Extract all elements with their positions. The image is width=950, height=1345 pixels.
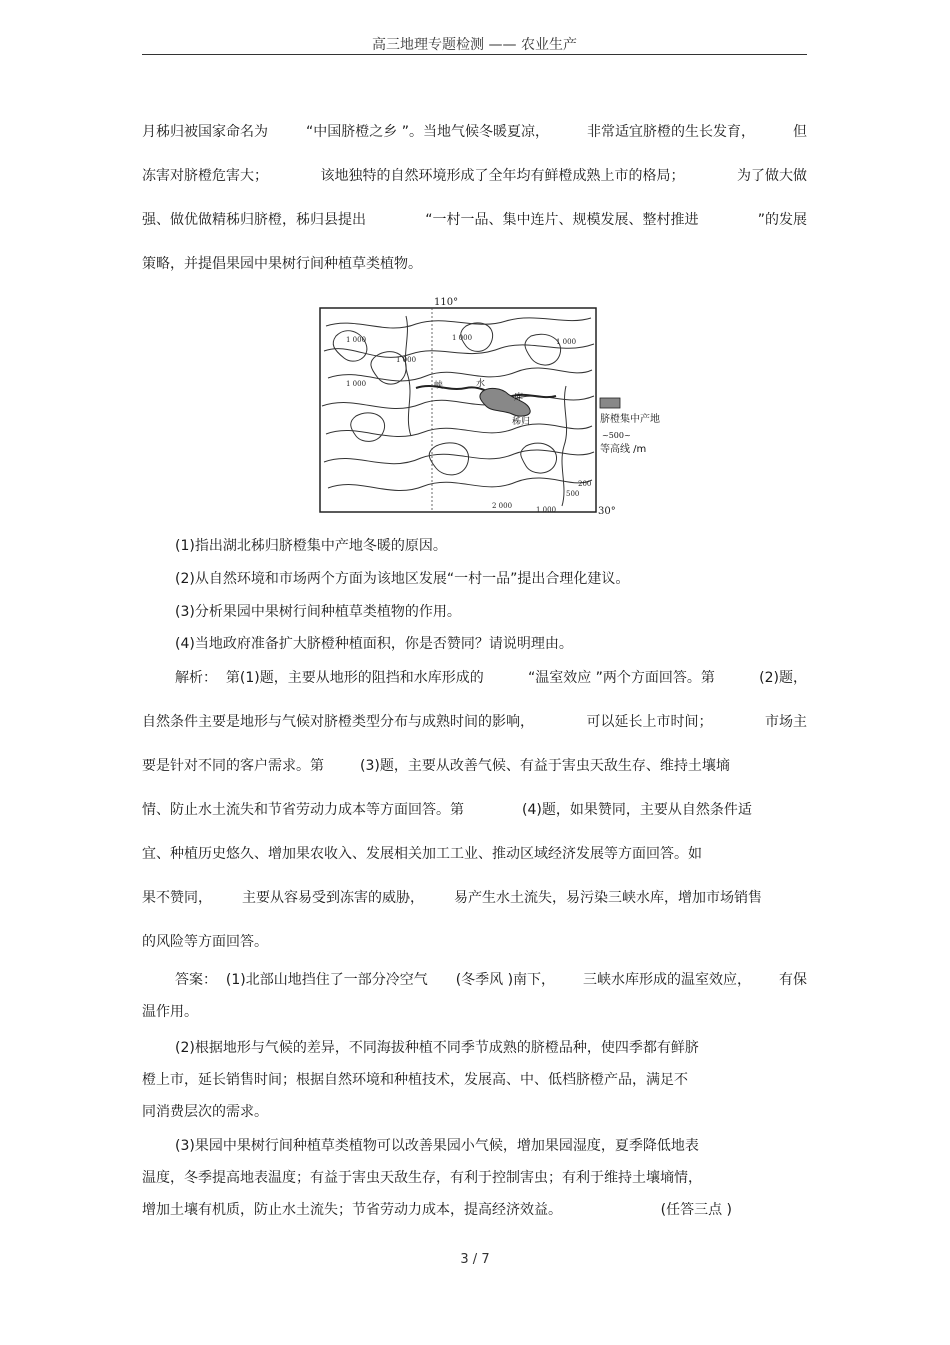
- svg-text:1 000: 1 000: [452, 334, 473, 342]
- svg-text:1 000: 1 000: [536, 506, 557, 514]
- legend-contour-label: 等高线 /m: [600, 444, 647, 455]
- analysis-line-5: 宜、种植历史悠久、增加果农收入、发展相关加工工业、推动区域经济发展等方面回答。如: [142, 846, 702, 862]
- answer-3-line-3: 增加土壤有机质，防止水土流失；节省劳动力成本，提高经济效益。 (任答三点 ): [142, 1202, 732, 1218]
- svg-text:秭归: 秭归: [512, 417, 531, 427]
- svg-text:500: 500: [566, 490, 580, 498]
- answer-1-line-1: 答案： (1)北部山地挡住了一部分冷空气 (冬季风 )南下， 三峡水库形成的温室效应， 有保: [175, 972, 807, 988]
- intro-line-2: 冻害对脐橙危害大； 该地独特的自然环境形成了全年均有鲜橙成熟上市的格局； 为了做大做: [142, 168, 807, 184]
- latitude-label: 30°: [598, 506, 616, 517]
- svg-text:1 000: 1 000: [396, 356, 417, 364]
- question-1: (1)指出湖北秭归脐橙集中产地冬暖的原因。: [175, 538, 447, 554]
- analysis-line-6: 果不赞同， 主要从容易受到冻害的威胁， 易产生水土流失，易污染三峡水库，增加市场销售: [142, 890, 762, 906]
- analysis-line-3: 要是针对不同的客户需求。第 (3)题，主要从改善气候、有益于害虫天敌生存、维持土壤墒: [142, 758, 730, 774]
- answer-3-line-2: 温度，冬季提高地表温度；有益于害虫天敌生存，有利于控制害虫；有利于维持土壤墒情，: [142, 1170, 702, 1186]
- svg-text:1 000: 1 000: [346, 336, 367, 344]
- svg-text:水: 水: [476, 379, 486, 389]
- question-3: (3)分析果园中果树行间种植草类植物的作用。: [175, 604, 461, 620]
- answer-3-line-1: (3)果园中果树行间种植草类植物可以改善果园小气候，增加果园湿度，夏季降低地表: [175, 1138, 699, 1154]
- svg-text:1 000: 1 000: [346, 380, 367, 388]
- intro-line-4: 策略，并提倡果园中果树行间种植草类植物。: [142, 256, 422, 272]
- question-4: (4)当地政府准备扩大脐橙种植面积，你是否赞同？请说明理由。: [175, 636, 573, 652]
- svg-text:库: 库: [514, 393, 524, 403]
- legend-contour-sample: ~500~: [602, 431, 631, 440]
- topographic-map: [316, 296, 666, 520]
- legend-swatch: [600, 398, 620, 408]
- svg-text:200: 200: [578, 480, 592, 488]
- answer-2-line-2: 橙上市，延长销售时间；根据自然环境和种植技术，发展高、中、低档脐橙产品，满足不: [142, 1072, 688, 1088]
- question-2: (2)从自然环境和市场两个方面为该地区发展“一村一品”提出合理化建议。: [175, 571, 630, 587]
- svg-text:2 000: 2 000: [492, 502, 513, 510]
- intro-line-1: 月秭归被国家命名为 “中国脐橙之乡 ”。当地气候冬暖夏凉， 非常适宜脐橙的生长发育， 但: [142, 124, 807, 140]
- legend-area-label: 脐橙集中产地: [600, 414, 660, 425]
- answer-2-line-3: 同消费层次的需求。: [142, 1104, 268, 1120]
- svg-text:峡: 峡: [434, 381, 444, 391]
- longitude-label: 110°: [434, 297, 459, 308]
- analysis-line-1: 解析： 第(1)题，主要从地形的阻挡和水库形成的 “温室效应 ”两个方面回答。第 (2)题，: [175, 670, 807, 686]
- intro-line-3: 强、做优做精秭归脐橙，秭归县提出 “一村一品、集中连片、规模发展、整村推进 ”的发展: [142, 212, 807, 228]
- svg-text:1 000: 1 000: [556, 338, 577, 346]
- page-number: 3 / 7: [460, 1252, 490, 1267]
- answer-2-line-1: (2)根据地形与气候的差异，不同海拔种植不同季节成熟的脐橙品种，使四季都有鲜脐: [175, 1040, 699, 1056]
- analysis-line-2: 自然条件主要是地形与气候对脐橙类型分布与成熟时间的影响， 可以延长上市时间； 市场主: [142, 714, 807, 730]
- page-header: 高三地理专题检测 —— 农业生产: [142, 34, 807, 55]
- analysis-line-4: 情、防止水土流失和节省劳动力成本等方面回答。第 (4)题，如果赞同，主要从自然条件适: [142, 802, 752, 818]
- analysis-line-7: 的风险等方面回答。: [142, 934, 268, 950]
- answer-1-line-2: 温作用。: [142, 1004, 198, 1020]
